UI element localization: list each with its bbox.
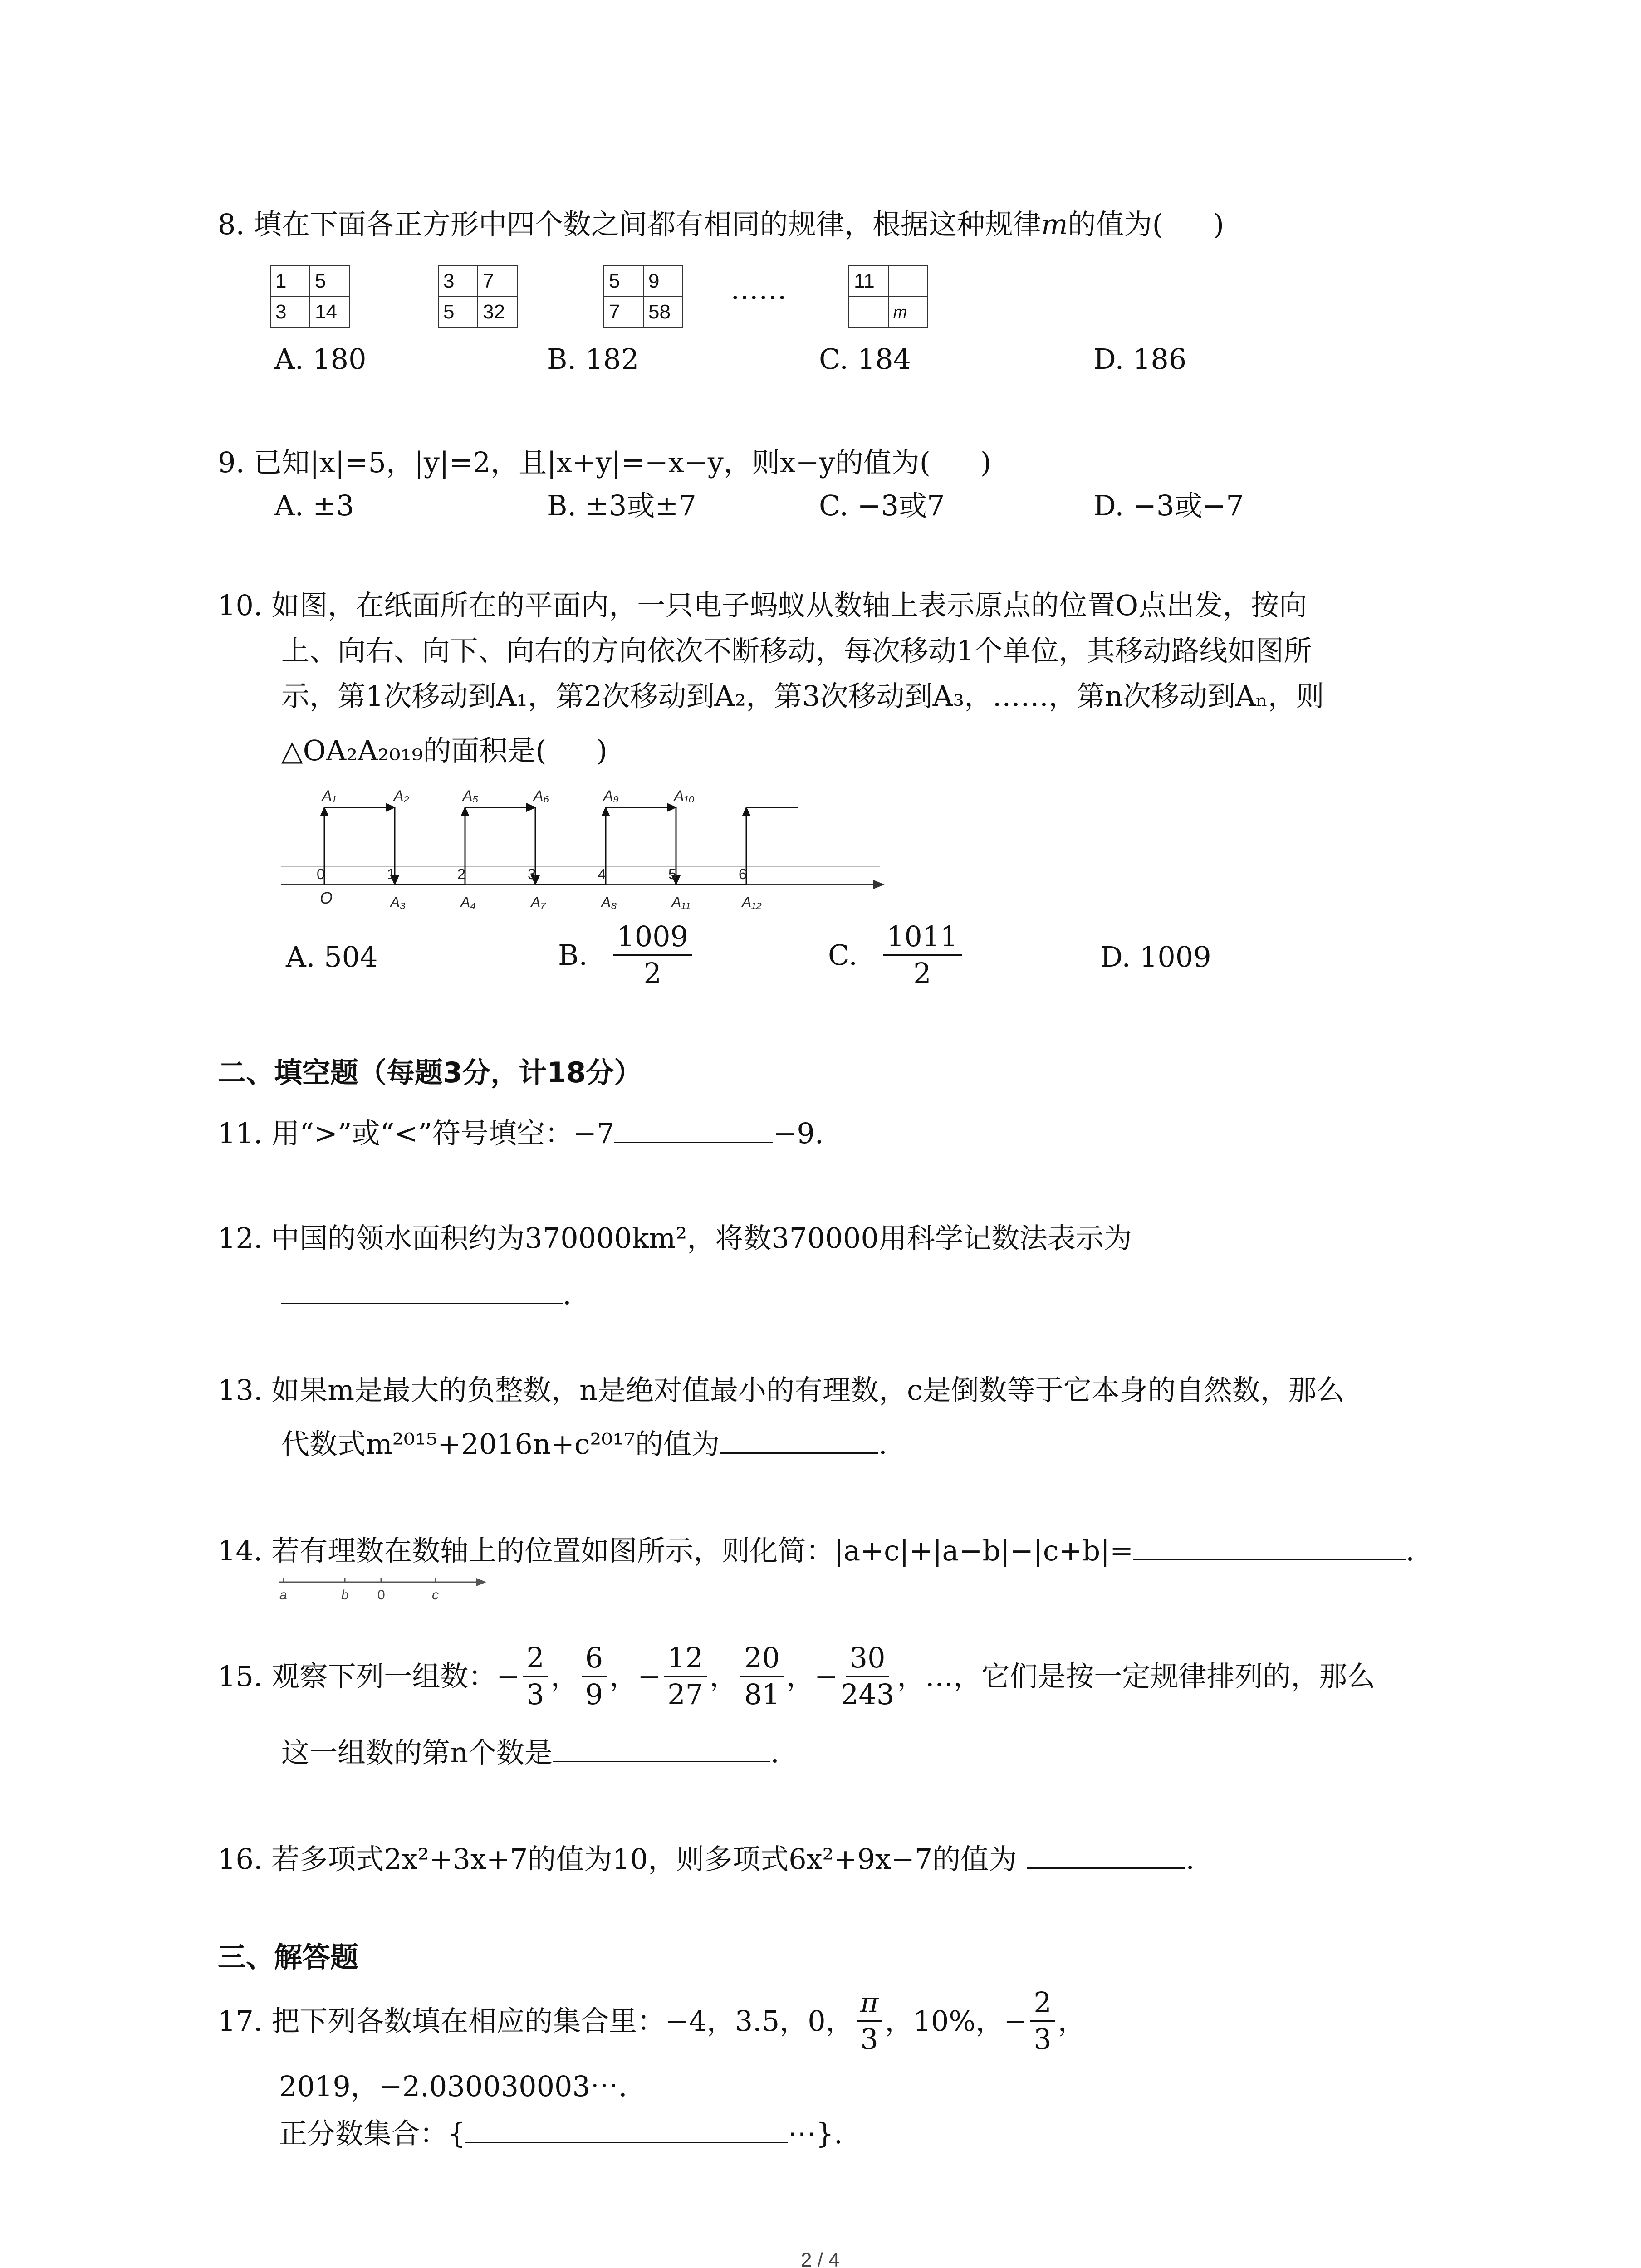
q17-pi-fraction [857, 1987, 882, 2055]
square-cell: 9 [643, 266, 683, 297]
q10-option-b-fraction [613, 921, 692, 989]
q16-answer-blank[interactable] [1027, 1839, 1185, 1869]
q14 [218, 1531, 1415, 1569]
fraction-denominator: 81 [744, 1678, 780, 1711]
q14-answer-blank[interactable] [1133, 1531, 1406, 1560]
q17-set-label: 正分数集合：{ [279, 2117, 466, 2150]
label-A3: A₃ [390, 894, 406, 910]
square-cell-m: m [888, 297, 928, 327]
fraction-denominator: 27 [667, 1678, 704, 1711]
q10-option-b [558, 921, 695, 989]
q8-option-c: C. 184 [819, 342, 911, 376]
q8-stem-text: 8. 填在下面各正方形中四个数之间都有相同的规律，根据这种规律 [218, 208, 1041, 241]
q9-stem [218, 445, 991, 481]
square-cell [849, 297, 888, 327]
fraction-denominator: 2 [913, 957, 931, 990]
q17-neg-fraction [1030, 1987, 1055, 2055]
square-cell: 5 [310, 266, 349, 297]
q15-fraction-5 [841, 1642, 894, 1711]
q10-option-d: D. 1009 [1100, 940, 1211, 973]
q8-close-paren: ) [1213, 208, 1225, 241]
fraction-denominator: 243 [840, 1678, 895, 1711]
axis-number-4: 4 [598, 866, 606, 882]
q10-option-c [828, 921, 965, 989]
q15-line2 [281, 1733, 779, 1771]
square-cell: 5 [438, 297, 478, 327]
q17-positive-fraction-set-blank[interactable] [465, 2114, 788, 2143]
q17-line2: 2019，−2.030030003⋯. [279, 2070, 627, 2103]
q10-close-paren: ) [596, 734, 607, 767]
page-number: 2 / 4 [801, 2249, 840, 2268]
q15-line1 [218, 1642, 1375, 1711]
axis-number-3: 3 [528, 866, 536, 882]
fraction-denominator: 9 [585, 1678, 603, 1711]
q17-prefix: 17. 把下列各数填在相应的集合里：−4，3.5，0， [218, 2004, 854, 2038]
q8-square-3 [603, 265, 683, 328]
q15-line2-text: 这一组数的第n个数是 [281, 1736, 553, 1769]
q14-text: 14. 若有理数在数轴上的位置如图所示，则化简：|a+c|+|a−b|−|c+b|= [218, 1534, 1134, 1567]
ant-path [324, 807, 798, 885]
q16-end: . [1185, 1843, 1195, 1876]
q15-fraction-3 [664, 1642, 707, 1711]
q13-end: . [878, 1427, 887, 1461]
q17-tail: ， [1058, 2004, 1086, 2038]
q17-line1 [218, 1987, 1086, 2055]
q14-label-c: c [432, 1588, 439, 1603]
q14-number-line [277, 1569, 490, 1606]
q9-option-d: D. −3或−7 [1093, 489, 1244, 522]
axis-number-0: 0 [317, 866, 325, 882]
q8-option-b: B. 182 [547, 342, 639, 376]
q9-option-b: B. ±3或±7 [547, 489, 696, 522]
q10-option-a: A. 504 [286, 940, 378, 973]
q10-option-c-fraction [883, 921, 962, 989]
fraction-denominator: 2 [643, 957, 661, 990]
q13-line1: 13. 如果m是最大的负整数，n是绝对值最小的有理数，c是倒数等于它本身的自然数，那么 [218, 1374, 1345, 1407]
label-A12: A₁₂ [742, 894, 762, 910]
q8-option-d: D. 186 [1093, 342, 1187, 376]
label-A4: A₄ [460, 894, 476, 910]
label-origin: O [320, 889, 333, 907]
square-cell: 3 [438, 266, 478, 297]
q10-line2: 上、向右、向下、向右的方向依次不断移动，每次移动1个单位，其移动路线如图所 [281, 634, 1312, 667]
label-A2: A₂ [394, 787, 409, 804]
q16-text: 16. 若多项式2x²+3x+7的值为10，则多项式6x²+9x−7的值为 [218, 1843, 1017, 1876]
label-A11: A₁₁ [671, 894, 691, 910]
q8-stem-end: 的值为( [1068, 208, 1163, 241]
q15-suffix: ，…，它们是按一定规律排列的，那么 [897, 1659, 1376, 1693]
q8-square-1 [270, 265, 350, 328]
fraction-numerator: π [857, 1987, 882, 2022]
square-cell: 7 [604, 297, 643, 327]
label-A1: A₁ [322, 787, 337, 804]
q15-prefix: 15. 观察下列一组数：− [218, 1659, 520, 1693]
axis-number-5: 5 [668, 866, 676, 882]
q13-line2-text: 代数式m²⁰¹⁵+2016n+c²⁰¹⁷的值为 [281, 1427, 720, 1461]
fraction-numerator: 1009 [613, 921, 692, 956]
q17-set-end: ⋯}. [788, 2117, 843, 2150]
q8-square-4 [848, 265, 928, 328]
section-3-title: 三、解答题 [218, 1941, 359, 1974]
square-cell: 3 [270, 297, 310, 327]
fraction-numerator: 2 [1030, 1987, 1055, 2022]
q15-fraction-1 [523, 1642, 548, 1711]
q15-sign: ，− [609, 1659, 661, 1693]
axis-number-2: 2 [457, 866, 465, 882]
q10-figure [277, 780, 903, 916]
q11-answer-blank[interactable] [614, 1114, 773, 1143]
q9-close-paren: ) [980, 446, 992, 479]
q9-option-c: C. −3或7 [819, 489, 945, 522]
q12-line1: 12. 中国的领水面积约为370000km²，将数370000用科学记数法表示为 [218, 1222, 1132, 1255]
q15-answer-blank[interactable] [553, 1733, 770, 1762]
fraction-denominator: 3 [1034, 2023, 1052, 2056]
fraction-denominator: 3 [526, 1678, 544, 1711]
fraction-numerator: 2 [523, 1642, 548, 1677]
label-A9: A₉ [603, 787, 619, 804]
square-cell: 11 [849, 266, 888, 297]
label-A6: A₆ [534, 787, 549, 804]
fraction-numerator: 20 [740, 1642, 784, 1677]
q14-axis-arrow [476, 1578, 486, 1586]
label-A5: A₅ [463, 787, 479, 804]
square-cell: 1 [270, 266, 310, 297]
square-cell: 58 [643, 297, 683, 327]
square-cell: 32 [478, 297, 517, 327]
q17-line3 [279, 2114, 843, 2152]
q8-square-2 [438, 265, 518, 328]
q8-var: m [1041, 208, 1068, 241]
square-cell: 7 [478, 266, 517, 297]
q10-option-c-label: C. [828, 938, 857, 972]
q17-mid: ，10%，− [885, 2004, 1028, 2038]
q15-sign: ，− [786, 1659, 838, 1693]
square-cell: 14 [310, 297, 349, 327]
label-A7: A₇ [531, 894, 546, 910]
q16 [218, 1839, 1195, 1877]
q13-answer-blank[interactable] [720, 1424, 878, 1454]
q8-ellipsis: …… [730, 273, 787, 306]
fraction-numerator: 12 [664, 1642, 707, 1677]
q10-line4 [281, 733, 607, 769]
q14-end: . [1406, 1534, 1415, 1567]
square-cell [888, 266, 928, 297]
q12-answer-blank[interactable] [281, 1275, 563, 1304]
q14-label-b: b [341, 1588, 349, 1603]
q10-line1: 10. 如图，在纸面所在的平面内，一只电子蚂蚁从数轴上表示原点的位置O点出发，按向 [218, 589, 1308, 622]
q8-stem [218, 206, 1224, 243]
q11-text: 11. 用“>”或“<”符号填空：−7 [218, 1117, 615, 1150]
q15-fraction-2 [582, 1642, 607, 1711]
q15-end: . [770, 1736, 779, 1769]
fraction-numerator: 6 [582, 1642, 607, 1677]
fraction-denominator: 3 [860, 2023, 878, 2056]
q15-sign: ， [710, 1659, 738, 1693]
fraction-numerator: 30 [846, 1642, 889, 1677]
q12-end: . [563, 1278, 572, 1311]
q15-fraction-4 [740, 1642, 784, 1711]
q11 [218, 1114, 824, 1152]
q8-option-a: A. 180 [274, 342, 367, 376]
label-A8: A₈ [601, 894, 617, 910]
q10-line3: 示，第1次移动到A₁，第2次移动到A₂，第3次移动到A₃，……，第n次移动到Aₙ，则 [281, 679, 1324, 713]
axis-arrow [873, 880, 885, 889]
square-cell: 5 [604, 266, 643, 297]
axis-number-1: 1 [387, 866, 395, 882]
label-A10: A₁₀ [674, 787, 695, 804]
q10-option-b-label: B. [558, 938, 588, 972]
q14-label-a: a [279, 1588, 287, 1603]
axis-number-6: 6 [739, 866, 747, 882]
q12-line2 [281, 1275, 572, 1313]
section-2-title: 二、填空题（每题3分，计18分） [218, 1056, 642, 1089]
q14-label-0: 0 [377, 1588, 385, 1603]
q15-sign: ， [550, 1659, 579, 1693]
q13-line2 [281, 1424, 887, 1462]
q10-line4-text: △OA₂A₂₀₁₉的面积是( [281, 734, 547, 767]
fraction-numerator: 1011 [883, 921, 962, 956]
q9-stem-text: 9. 已知|x|=5，|y|=2，且|x+y|=−x−y，则x−y的值为( [218, 446, 931, 479]
q11-end: −9. [773, 1117, 824, 1150]
q9-option-a: A. ±3 [274, 489, 354, 522]
